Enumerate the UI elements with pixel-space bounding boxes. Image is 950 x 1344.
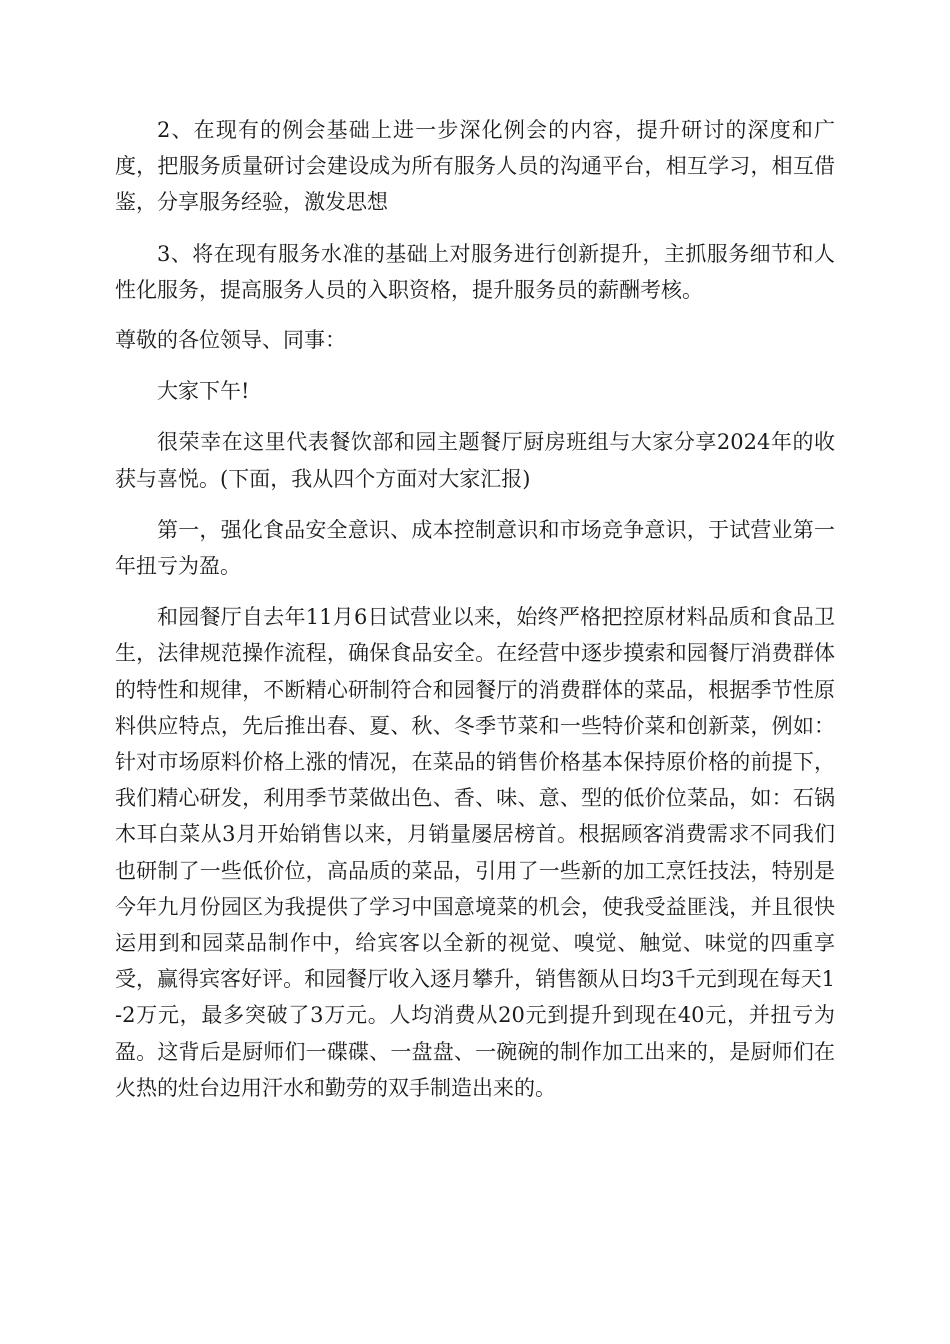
- paragraph-service-meeting: 2、在现有的例会基础上进一步深化例会的内容，提升研讨的深度和广度，把服务质量研讨会建设成为所有服务人员的沟通平台，相互学习，相互借鉴，分享服务经验，激发思想: [115, 118, 835, 215]
- paragraph-service-innovation: 3、将在现有服务水准的基础上对服务进行创新提升，主抓服务细节和人性化服务，提高服务人员的入职资格，提升服务员的薪酬考核。: [115, 241, 835, 302]
- salutation: 尊敬的各位领导、同事：: [115, 328, 346, 353]
- paragraph-section-one-heading: 第一，强化食品安全意识、成本控制意识和市场竞争意识，于试营业第一年扭亏为盈。: [115, 517, 835, 579]
- paragraph-introduction: 很荣幸在这里代表餐饮部和园主题餐厅厨房班组与大家分享2024年的收获与喜悦。(下面，我从四个方面对大家汇报): [115, 430, 835, 491]
- paragraph-restaurant-performance: 和园餐厅自去年11月6日试营业以来，始终严格把控原材料品质和食品卫生，法律规范操作流程，确保食品安全。在经营中逐步摸索和园餐厅消费群体的特性和规律，不断精心研制符合和园餐厅的消费群体的菜品，根据季节性原料供应特点，先后推出春、夏、秋、冬季节菜和一些特价菜和创新菜，例如：针对市场原料价格上涨的情况，在菜品的销售价格基本保持原价格的前提下，我们精心研发，利用季节菜做出色、香、味、意、型的低价位菜品，如：石锅木耳白菜从3月开始销售以来，月销量屡居榜首。根据顾客消费需求不同我们也研制了一些低价位，高品质的菜品，引用了一些新的加工烹饪技法，特别是今年九月份园区为我提供了学习中国意境菜的机会，使我受益匪浅，并且很快运用到和园菜品制作中，给宾客以全新的视觉、嗅觉、触觉、味觉的四重享受，赢得宾客好评。和园餐厅收入逐月攀升，销售额从日均3千元到现在每天1-2万元，最多突破了3万元。人均消费从20元到提升到现在40元，并扭亏为盈。这背后是厨师们一碟碟、一盘盘、一碗碗的制作加工出来的，是厨师们在火热的灶台边用汗水和勤劳的双手制造出来的。: [115, 605, 835, 1100]
- document-body: [115, 112, 835, 1121]
- greeting: 大家下午!: [157, 379, 250, 404]
